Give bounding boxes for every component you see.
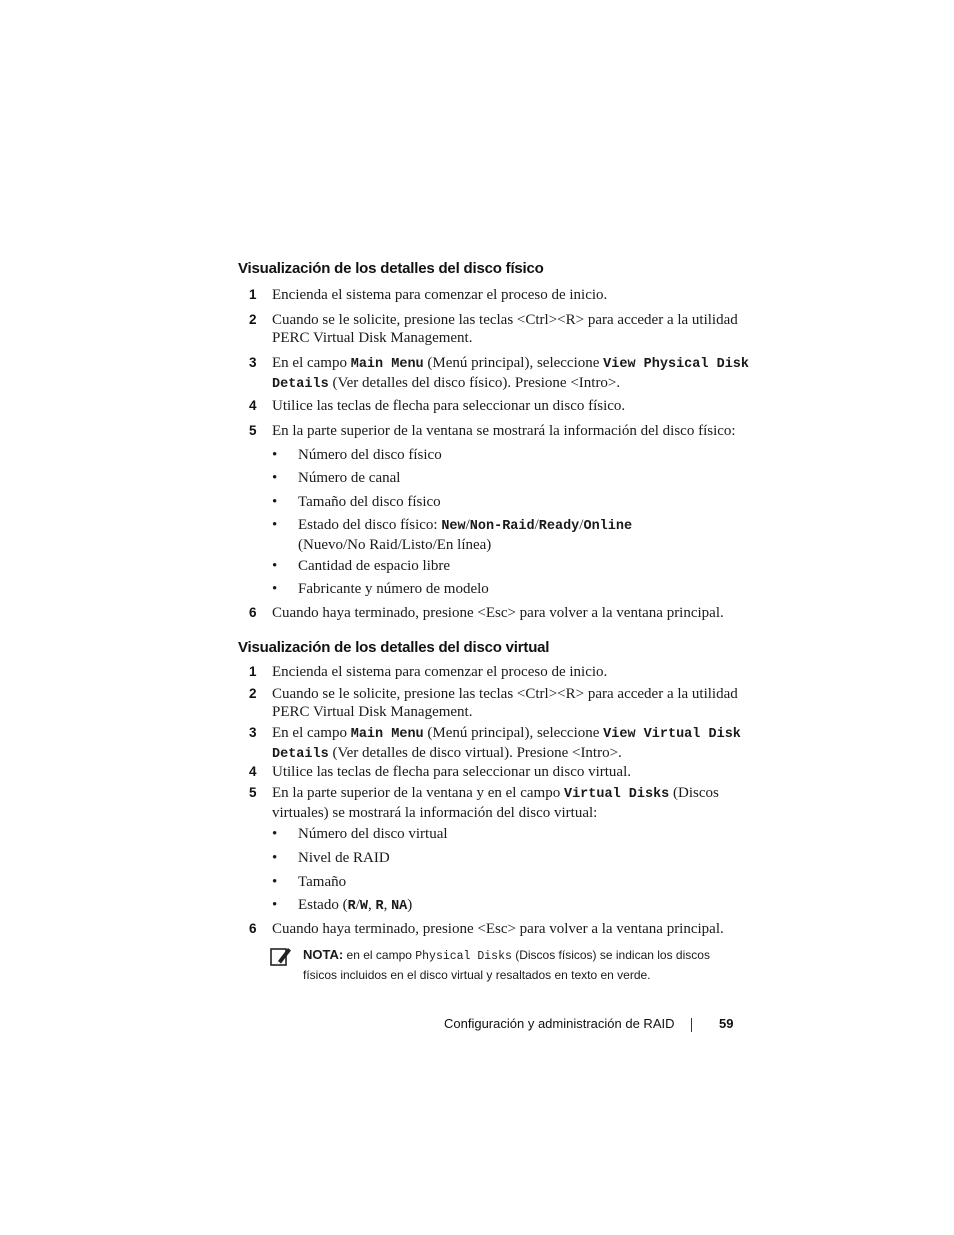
step-text: Cuando se le solicite, presione las teclas <Ctrl><R> para acceder a la utilidad PERC Virtual Disk Management. [272, 312, 738, 346]
step-text: Utilice las teclas de flecha para seleccionar un disco virtual. [272, 764, 632, 780]
separator: , [383, 897, 392, 913]
step-number: 1 [249, 664, 257, 679]
field-code: Virtual Disks [563, 787, 670, 802]
step-number: 4 [249, 398, 257, 413]
separator: / [579, 517, 584, 533]
step-number: 2 [249, 686, 257, 701]
bullet-text [298, 896, 748, 916]
state-code: R [375, 899, 384, 914]
step-text-part: (Menú principal), seleccione [423, 725, 604, 741]
state-code: Non-Raid [469, 519, 535, 534]
field-code: Physical Disks [415, 950, 512, 963]
bullet-dot: • [272, 494, 278, 510]
step-number: 5 [249, 423, 257, 438]
separator: / [465, 517, 470, 533]
bullet-text-part: (Nuevo/No Raid/Listo/En línea) [298, 537, 492, 553]
bullet-dot: • [272, 470, 278, 486]
step-text-part: (Ver detalles del disco físico). Presione <Intro>. [328, 375, 621, 391]
bullet-dot: • [272, 447, 278, 463]
bullet-text: Número de canal [298, 470, 401, 486]
step-text-part: (Ver detalles de disco virtual). Presione <Intro>. [328, 745, 622, 761]
step-number: 6 [249, 921, 257, 936]
note-pencil-icon [270, 947, 292, 967]
step-number: 4 [249, 764, 257, 779]
bullet-text-part: Estado del disco físico: [298, 517, 442, 533]
note-text [303, 945, 743, 985]
state-code: Ready [538, 519, 580, 534]
step-text-part: En el campo [272, 725, 351, 741]
bullet-text: Número del disco físico [298, 447, 442, 463]
state-code: R [347, 899, 356, 914]
bullet-dot: • [272, 558, 278, 574]
step-text-part: En la parte superior de la ventana y en el campo [272, 785, 564, 801]
bullet-text: Cantidad de espacio libre [298, 558, 451, 574]
state-code: New [441, 519, 466, 534]
bullet-text: Tamaño del disco físico [298, 494, 441, 510]
step-text: Encienda el sistema para comenzar el proceso de inicio. [272, 664, 608, 680]
step-text: Utilice las teclas de flecha para seleccionar un disco físico. [272, 398, 626, 414]
bullet-text [298, 516, 748, 554]
step-number: 3 [249, 355, 257, 370]
bullet-text: Número del disco virtual [298, 826, 448, 842]
step-text: Cuando se le solicite, presione las teclas <Ctrl><R> para acceder a la utilidad PERC Virtual Disk Management. [272, 686, 738, 720]
footer-chapter-title: Configuración y administración de RAID [444, 1016, 675, 1031]
step-number: 1 [249, 287, 257, 302]
bullet-text-part: Estado ( [298, 897, 348, 913]
state-code: NA [391, 899, 408, 914]
footer-divider [691, 1018, 692, 1032]
separator: / [355, 897, 360, 913]
note-text-part: (Discos físicos) se indican los discos físicos incluidos en el disco virtual y resaltados en texto en verde. [303, 948, 710, 982]
bullet-text-part: ) [407, 897, 413, 913]
menu-field-code: Main Menu [350, 357, 424, 372]
page-number: 59 [719, 1016, 734, 1031]
note-text-part: en el campo [343, 948, 416, 962]
bullet-dot: • [272, 874, 278, 890]
note-label: NOTA: [303, 947, 344, 962]
separator: , [367, 897, 376, 913]
menu-option-code: View Physical Disk Details [272, 357, 749, 392]
step-text: Cuando haya terminado, presione <Esc> para volver a la ventana principal. [272, 921, 724, 937]
step-number: 6 [249, 605, 257, 620]
bullet-dot: • [272, 897, 278, 913]
section-heading-virtual-disk: Visualización de los detalles del disco virtual [238, 639, 550, 656]
step-text: Encienda el sistema para comenzar el proceso de inicio. [272, 287, 608, 303]
step-text: Cuando haya terminado, presione <Esc> para volver a la ventana principal. [272, 605, 724, 621]
step-text: En la parte superior de la ventana se mostrará la información del disco físico: [272, 423, 736, 439]
page-footer [444, 1016, 740, 1036]
bullet-text: Tamaño [298, 874, 347, 890]
step-text [272, 354, 750, 394]
bullet-dot: • [272, 850, 278, 866]
step-text [272, 724, 750, 764]
menu-option-code: View Virtual Disk Details [272, 727, 741, 762]
state-code: Online [583, 519, 633, 534]
step-text-part: (Menú principal), seleccione [423, 355, 604, 371]
bullet-dot: • [272, 826, 278, 842]
bullet-dot: • [272, 517, 278, 533]
bullet-text: Nivel de RAID [298, 850, 390, 866]
state-code: W [359, 899, 368, 914]
step-text-part: (Discos virtuales) se mostrará la información del disco virtual: [272, 785, 719, 821]
bullet-text: Fabricante y número de modelo [298, 581, 489, 597]
step-number: 2 [249, 312, 257, 327]
step-number: 3 [249, 725, 257, 740]
section-heading-physical-disk: Visualización de los detalles del disco físico [238, 260, 544, 277]
step-number: 5 [249, 785, 257, 800]
menu-field-code: Main Menu [350, 727, 424, 742]
bullet-dot: • [272, 581, 278, 597]
step-text-part: En el campo [272, 355, 351, 371]
separator: / [534, 517, 539, 533]
step-text [272, 784, 750, 822]
